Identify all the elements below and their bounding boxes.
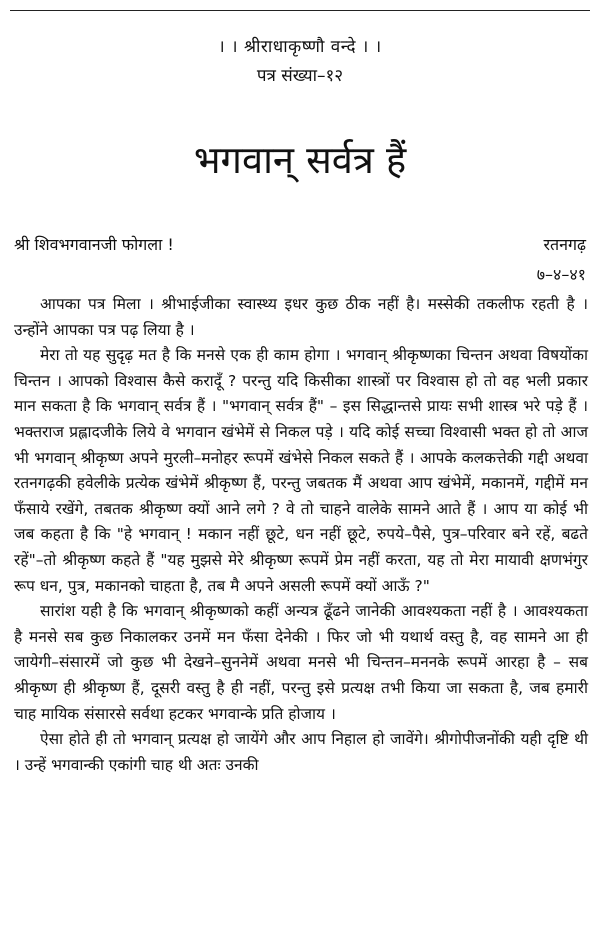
paragraph: सारांश यही है कि भगवान् श्रीकृष्णको कहीं अन्यत्र ढूँढने जानेकी आवश्यकता नहीं है । आवश्यकता है मनसे सब कुछ निकालकर उनमें मन फँसा देनेकी । फिर जो भी यथार्थ वस्तु है, वह सामने आ ही जायेगी–संसारमें जो कुछ भी देखने–सुननेमें अथवा मनसे भी चिन्तन–मननके रूपमें आरहा है – सब श्रीकृष्ण ही श्रीकृष्ण हैं, दूसरी वस्तु है ही नहीं, परन्तु इसे प्रत्यक्ष तभी किया जा सकता है, जब हमारी चाह मायिक संसारसे सर्वथा हटकर भगवान्के प्रति होजाय । [14, 602, 588, 723]
page-title: भगवान् सर्वत्र हैं [193, 138, 407, 182]
letter-number: पत्र संख्या–१२ [256, 66, 344, 86]
invocation-line: । । श्रीराधाकृष्णौ वन्दे । । [218, 37, 382, 57]
letter-header [0, 36, 600, 88]
paragraph: मेरा तो यह सुदृढ़ मत है कि मनसे एक ही काम होगा । भगवान् श्रीकृष्णका चिन्तन अथवा विषयोंका चिन्तन । आपको विश्वास कैसे करादूँ ? परन्तु यदि किसीका शास्त्रों पर विश्वास हो तो वह भली प्रकार मान सकता है कि भगवान् सर्वत्र हैं । "भगवान् सर्वत्र हैं" – इस सिद्धान्तसे प्रायः सभी शास्त्र भरे पड़े हैं । भक्तराज प्रह्लादजीके लिये वे भगवान खंभेमें से निकल पड़े । यदि कोई सच्चा विश्वासी भक्त हो तो आज भी भगवान् श्रीकृष्ण अपने मुरली–मनोहर रूपमें खंभेसे निकल सकते हैं । आपके कलकत्तेकी गद्दी अथवा रतनगढ़की हवेलीके प्रत्येक खंभेमें श्रीकृष्ण हैं, परन्तु जबतक मैं अथवा आप खंभेमें, मकानमें, गद्दीमें मन फँसाये रखेंगे, तबतक श्रीकृष्ण क्यों आने लगे ? वे तो चाहने वालेके सामने आते हैं । आप या कोई भी जब कहता है कि "हे भगवान् ! मकान नहीं छूटे, धन नहीं छूटे, रुपये–पैसे, पुत्र–परिवार बने रहें, बढते रहें"–तो श्रीकृष्ण कहते हैं "यह मुझसे मेरे श्रीकृष्ण रूपमें प्रेम नहीं करता, यह तो मेरा मायावी क्षणभंगुर रूप धन, पुत्र, मकानको चाहता है, तब मै अपने असली रूपमें क्यों आऊँ ?" [14, 346, 588, 595]
paragraph: आपका पत्र मिला । श्रीभाईजीका स्वास्थ्य इधर कुछ ठीक नहीं है। मस्सेकी तकलीफ रहती है । उन्होंने आपका पत्र पढ़ लिया है । [14, 295, 588, 339]
letter-date: ७–४–४१ [536, 265, 586, 284]
letter-body [14, 292, 588, 778]
place-name: रतनगढ़ [543, 235, 586, 254]
top-rule [10, 10, 590, 11]
paragraph: ऐसा होते ही तो भगवान् प्रत्यक्ष हो जायेंगे और आप निहाल हो जावेंगे। श्रीगोपीजनोंकी यही दृष्टि थी । उन्हें भगवान्की एकांगी चाह थी अतः उनकी [14, 730, 588, 774]
salutation: श्री शिवभगवानजी फोगला ! [14, 235, 174, 254]
